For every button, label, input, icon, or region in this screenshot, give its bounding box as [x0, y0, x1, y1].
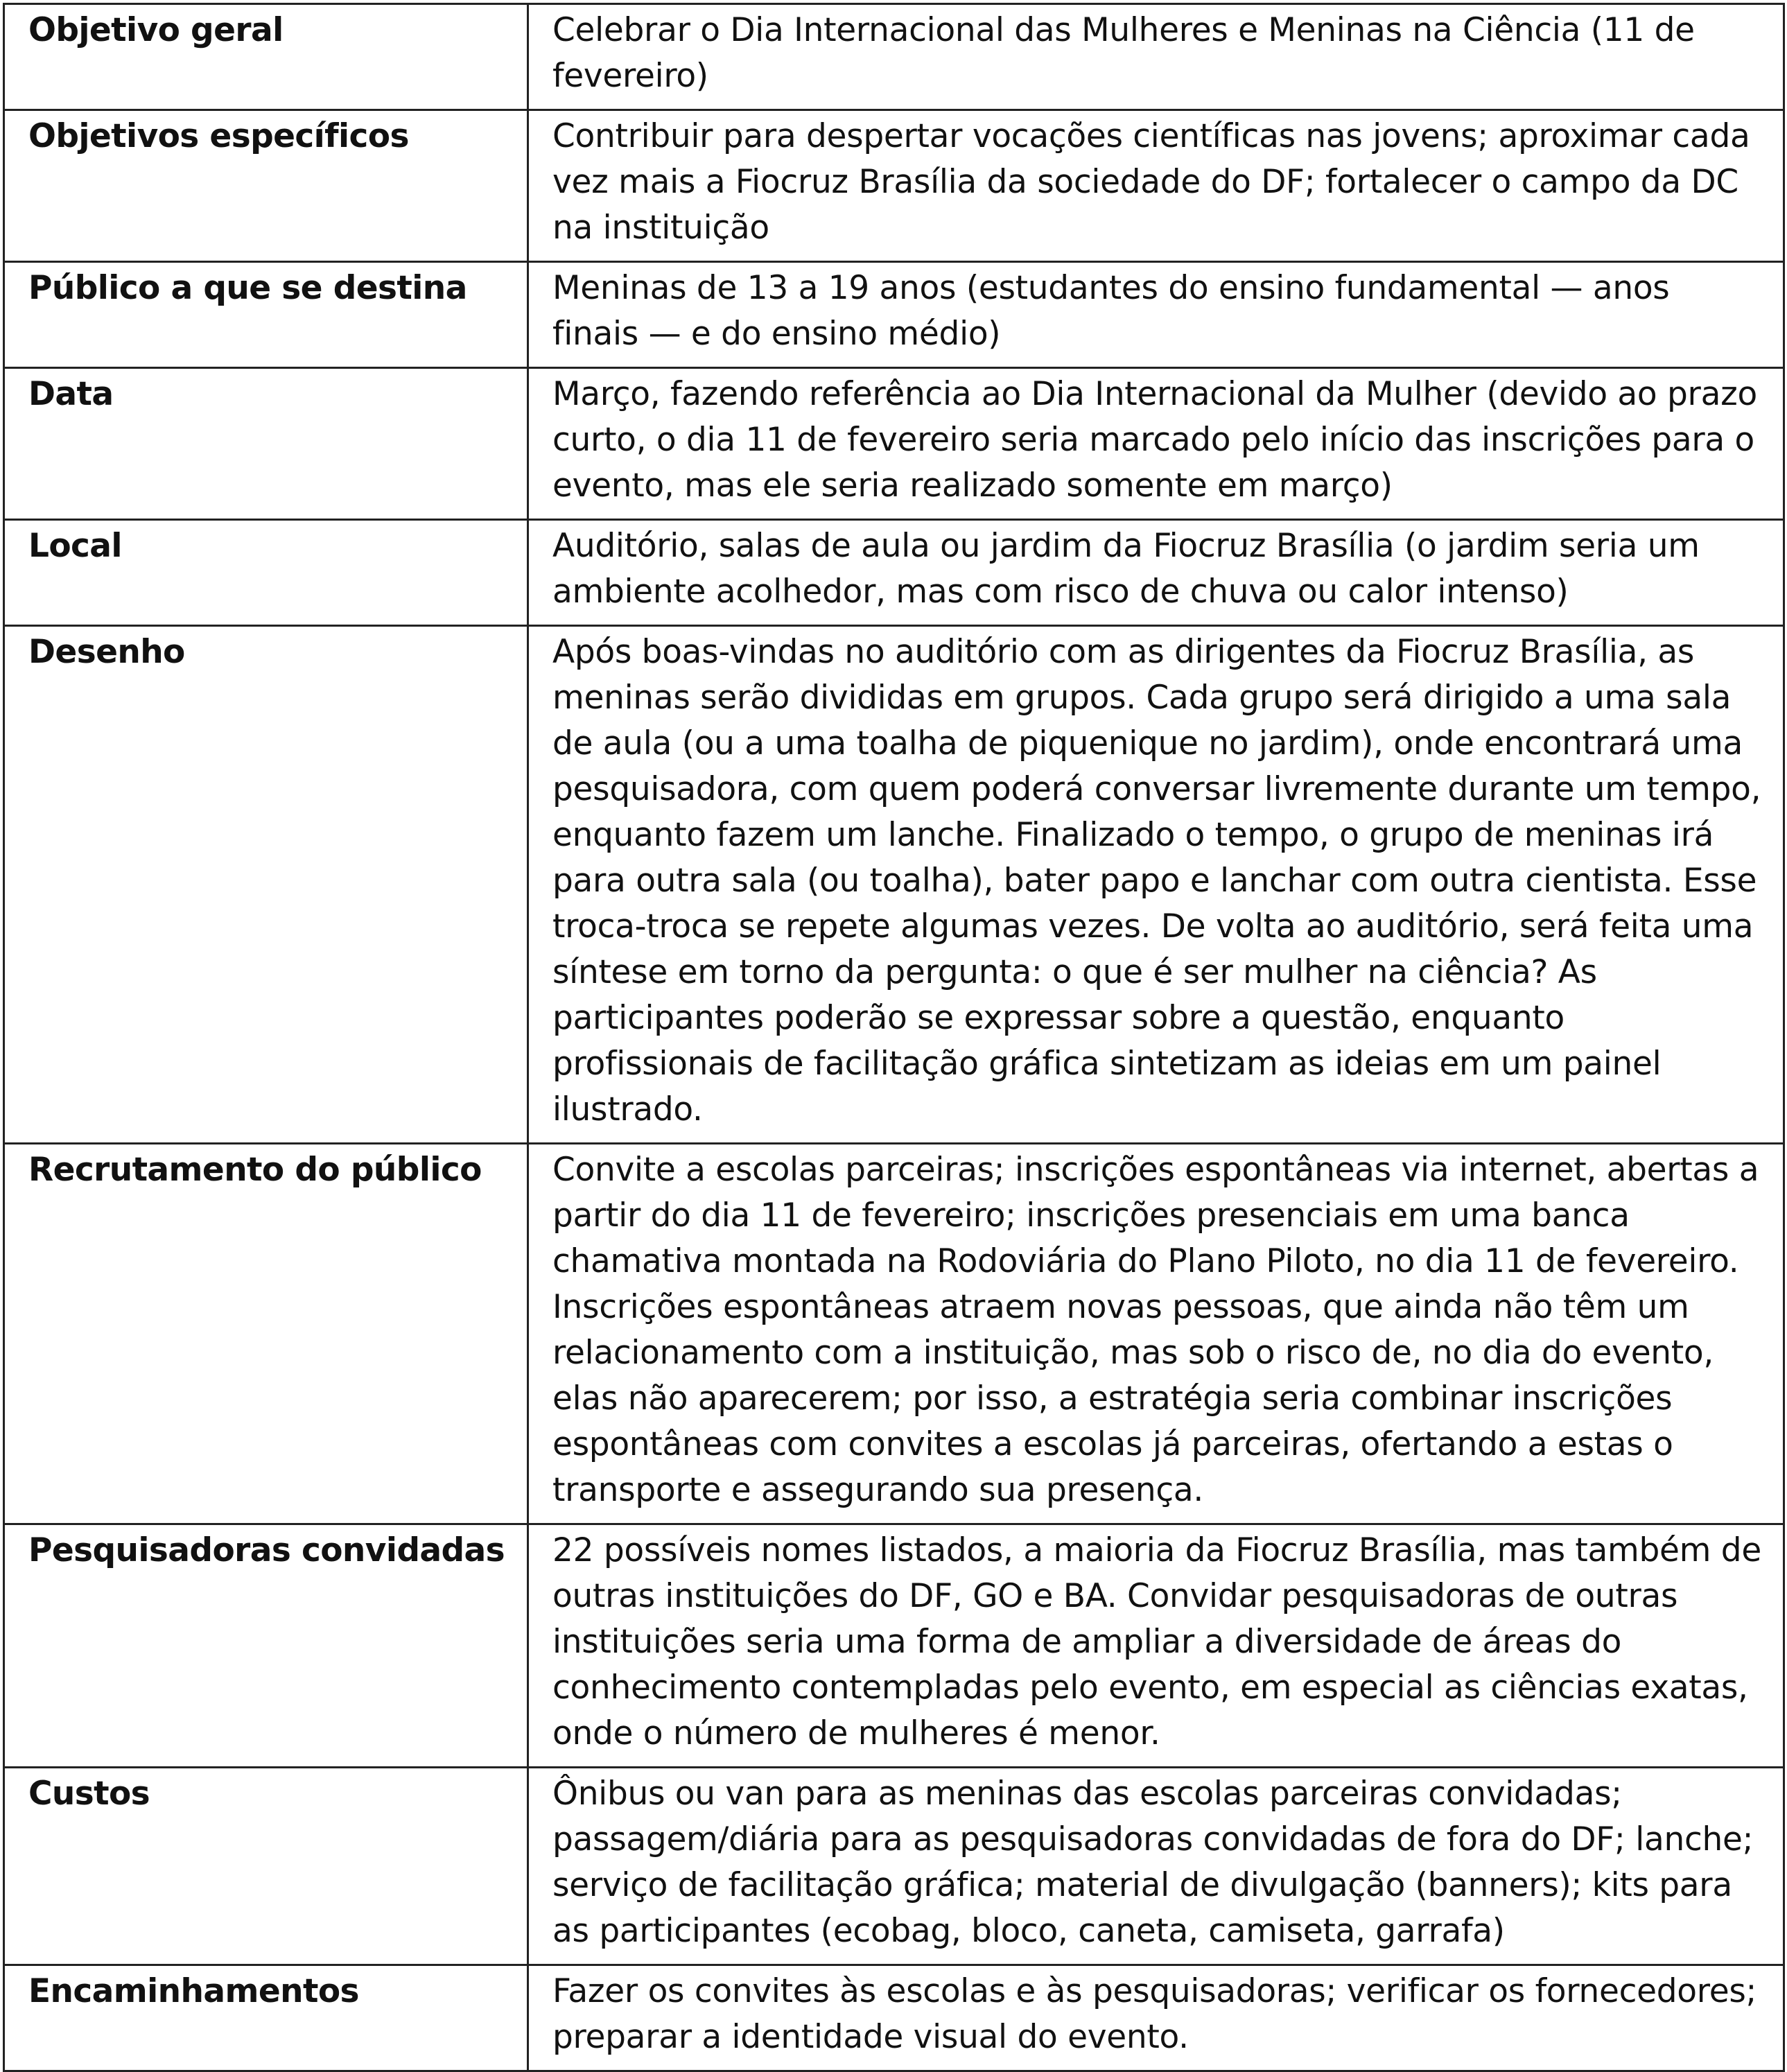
row-label: Custos: [4, 1768, 528, 1965]
event-planning-table: [3, 3, 1785, 2072]
row-value: Após boas-vindas no auditório com as dirigentes da Fiocruz Brasília, as meninas serão divididas em grupos. Cada grupo será dirigido a uma sala de aula (ou a uma toalha de piquenique no jardim), onde encontrará uma pesquisadora, com quem poderá conversar livremente durante um tempo, enquanto fazem um lanche. Finalizado o tempo, o grupo de meninas irá para outra sala (ou toalha), bater papo e lanchar com outra cientista. Esse troca-troca se repete algumas vezes. De volta ao auditório, será feita uma síntese em torno da pergunta: o que é ser mulher na ciência? As participantes poderão se expressar sobre a questão, enquanto profissionais de facilitação gráfica sintetizam as ideias em um painel ilustrado.: [528, 626, 1784, 1144]
row-value: Celebrar o Dia Internacional das Mulheres e Meninas na Ciência (11 de fevereiro): [528, 4, 1784, 110]
table-row: [4, 262, 1784, 368]
table-row: [4, 626, 1784, 1144]
table-row: [4, 4, 1784, 110]
row-label: Data: [4, 368, 528, 520]
row-label: Local: [4, 520, 528, 626]
row-value: Convite a escolas parceiras; inscrições espontâneas via internet, abertas a partir do dia 11 de fevereiro; inscrições presenciais em uma banca chamativa montada na Rodoviária do Plano Piloto, no dia 11 de fevereiro. Inscrições espontâneas atraem novas pessoas, que ainda não têm um relacionamento com a instituição, mas sob o risco de, no dia do evento, elas não aparecerem; por isso, a estratégia seria combinar inscrições espontâneas com convites a escolas já parceiras, ofertando a estas o transporte e assegurando sua presença.: [528, 1144, 1784, 1524]
row-value: Ônibus ou van para as meninas das escolas parceiras convidadas; passagem/diária para as pesquisadoras convidadas de fora do DF; lanche; serviço de facilitação gráfica; material de divulgação (banners); kits para as participantes (ecobag, bloco, caneta, camiseta, garrafa): [528, 1768, 1784, 1965]
table-row: [4, 368, 1784, 520]
row-label: Pesquisadoras convidadas: [4, 1524, 528, 1768]
row-label: Recrutamento do público: [4, 1144, 528, 1524]
table-row: [4, 1524, 1784, 1768]
row-value: Auditório, salas de aula ou jardim da Fiocruz Brasília (o jardim seria um ambiente acolhedor, mas com risco de chuva ou calor intenso): [528, 520, 1784, 626]
row-value: Março, fazendo referência ao Dia Internacional da Mulher (devido ao prazo curto, o dia 11 de fevereiro seria marcado pelo início das inscrições para o evento, mas ele seria realizado somente em março): [528, 368, 1784, 520]
row-value: Fazer os convites às escolas e às pesquisadoras; verificar os fornecedores; preparar a identidade visual do evento.: [528, 1965, 1784, 2071]
row-value: Meninas de 13 a 19 anos (estudantes do ensino fundamental — anos finais — e do ensino médio): [528, 262, 1784, 368]
row-value: Contribuir para despertar vocações científicas nas jovens; aproximar cada vez mais a Fiocruz Brasília da sociedade do DF; fortalecer o campo da DC na instituição: [528, 110, 1784, 262]
table-row: [4, 1965, 1784, 2071]
row-label: Objetivos específicos: [4, 110, 528, 262]
table-row: [4, 110, 1784, 262]
row-value: 22 possíveis nomes listados, a maioria da Fiocruz Brasília, mas também de outras instituições do DF, GO e BA. Convidar pesquisadoras de outras instituições seria uma forma de ampliar a diversidade de áreas do conhecimento contempladas pelo evento, em especial as ciências exatas, onde o número de mulheres é menor.: [528, 1524, 1784, 1768]
row-label: Público a que se destina: [4, 262, 528, 368]
row-label: Desenho: [4, 626, 528, 1144]
table-row: [4, 1144, 1784, 1524]
row-label: Encaminhamentos: [4, 1965, 528, 2071]
table-row: [4, 520, 1784, 626]
table-row: [4, 1768, 1784, 1965]
row-label: Objetivo geral: [4, 4, 528, 110]
